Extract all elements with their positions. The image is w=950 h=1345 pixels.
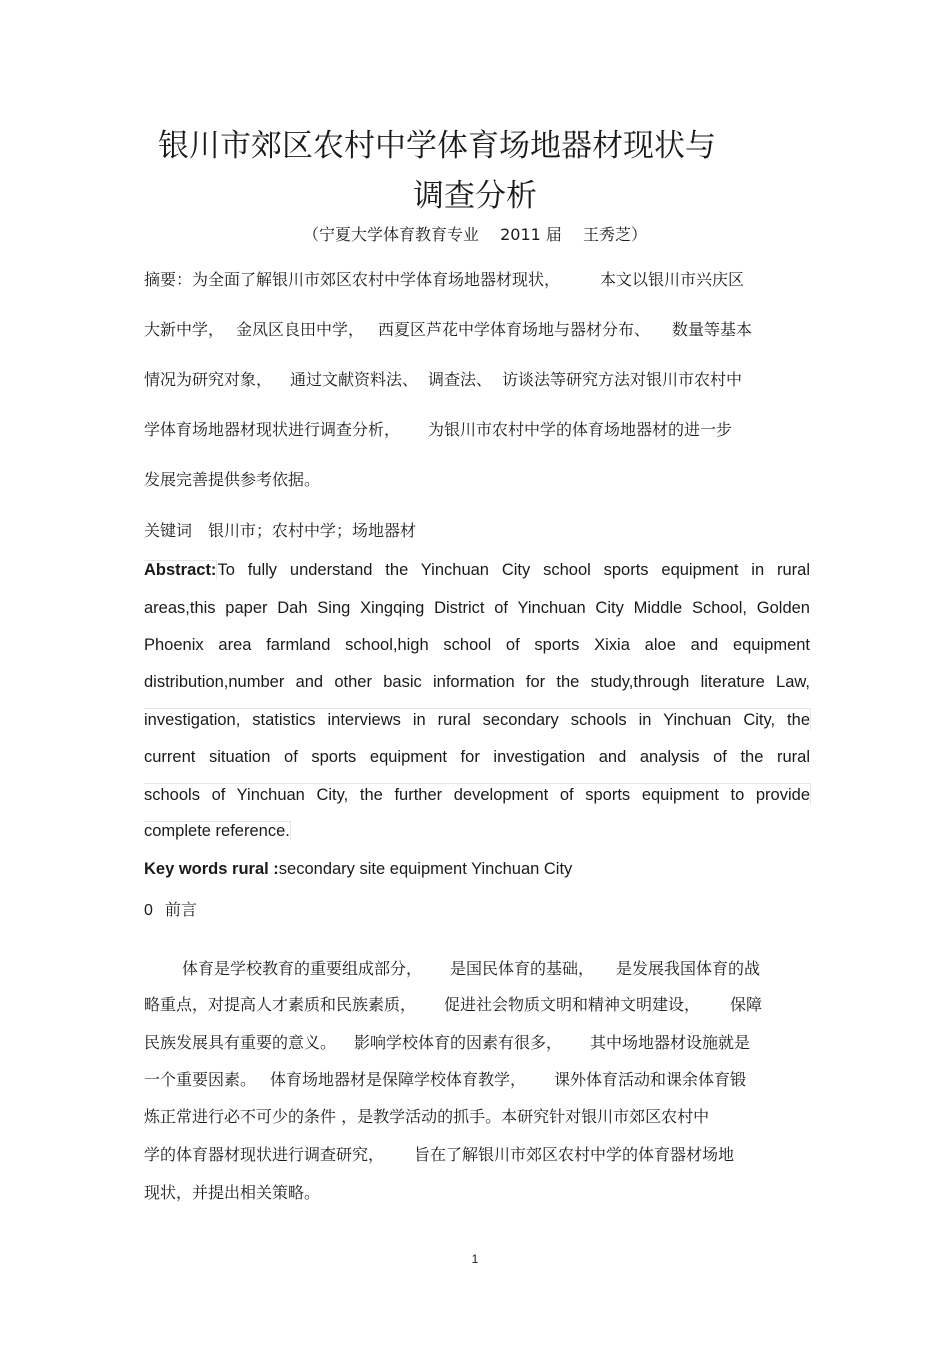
abstract-zh-line-4 [144, 417, 732, 440]
abstract-en-line-7: schools of Yinchuan City, the further development of sports equipment to provide [144, 783, 811, 805]
abstract-en-label: Abstract: [144, 561, 217, 579]
abstract-zh-text: 数量等基本 [672, 320, 753, 339]
author-year: 2011 届 [500, 225, 562, 244]
abstract-zh-line-5: 发展完善提供参考依据。 [144, 470, 321, 489]
intro-text: 体育场地器材是保障学校体育教学， [270, 1070, 527, 1089]
intro-text: 课外体育活动和课余体育锻 [554, 1070, 747, 1089]
intro-line-7: 现状，并提出相关策略。 [144, 1183, 321, 1202]
intro-line-4 [144, 1067, 746, 1090]
abstract-zh-text: 为银川市农村中学的体育场地器材的进一步 [428, 420, 733, 439]
abstract-en-line-2: areas,this paper Dah Sing Xingqing District of Yinchuan City Middle School, Golden [144, 599, 810, 617]
author-line [0, 222, 950, 245]
intro-text: 促进社会物质文明和精神文明建设， [444, 995, 701, 1014]
keywords-zh-value: 银川市；农村中学；场地器材 [208, 521, 417, 540]
intro-text: 略重点，对提高人才素质和民族素质， [144, 995, 417, 1014]
intro-line-2 [144, 992, 762, 1015]
abstract-en-line-1 [144, 561, 810, 580]
author-name: 王秀芝） [583, 225, 648, 244]
intro-text: 学的体育器材现状进行调查研究， [144, 1145, 385, 1164]
abstract-zh-text: 调查法、 [428, 370, 493, 389]
abstract-zh-line-3 [144, 367, 742, 390]
abstract-zh-text: 本文以银川市兴庆区 [600, 270, 745, 289]
abstract-zh-text: 学体育场地器材现状进行调查分析， [144, 420, 401, 439]
abstract-zh-text: 金凤区良田中学， [236, 320, 365, 339]
abstract-en-text: complete reference. [144, 822, 290, 840]
intro-text: 是国民体育的基础， [450, 959, 595, 978]
abstract-en-line-8 [144, 822, 810, 841]
intro-text: 保障 [730, 995, 763, 1014]
intro-line-6 [144, 1142, 734, 1165]
abstract-zh-text: 西夏区芦花中学体育场地与器材分布、 [378, 320, 651, 339]
abstract-en-text: To fully understand the Yinchuan City school sports equipment in rural [217, 561, 810, 579]
abstract-zh-line-2 [144, 317, 752, 340]
section-number: 0 [144, 902, 153, 919]
abstract-zh-text: 大新中学， [144, 320, 225, 339]
intro-line-5: 炼正常进行必不可少的条件 ，是教学活动的抓手。本研究针对银川市郊区农村中 [144, 1107, 710, 1126]
author-affiliation: （宁夏大学体育教育专业 [302, 225, 479, 244]
intro-text: 其中场地器材设施就是 [590, 1033, 751, 1052]
keywords-zh-label: 关键词 [144, 521, 193, 540]
intro-text: 影响学校体育的因素有很多， [354, 1033, 563, 1052]
intro-line-1 [182, 956, 760, 979]
section-title: 前言 [164, 900, 197, 919]
page-number: 1 [471, 1252, 479, 1266]
abstract-en-line-3: Phoenix area farmland school,high school of sports Xixia aloe and equipment [144, 636, 810, 654]
abstract-zh-text: 通过文献资料法、 [290, 370, 419, 389]
keywords-en-value: secondary site equipment Yinchuan City [278, 860, 573, 878]
abstract-zh-text: 访谈法等研究方法对银川市农村中 [502, 370, 743, 389]
abstract-en-line-4: distribution,number and other basic information for the study,through literature Law, [144, 673, 810, 691]
abstract-en-line-6: current situation of sports equipment for investigation and analysis of the rural [144, 748, 810, 766]
paper-title-line-2: 调查分析 [413, 178, 537, 214]
abstract-zh-line-1 [144, 267, 744, 290]
abstract-en-line-5: investigation, statistics interviews in rural secondary schools in Yinchuan City, the [144, 708, 811, 730]
abstract-zh-text: 情况为研究对象， [144, 370, 273, 389]
keywords-en-label: Key words rural : [144, 860, 279, 878]
abstract-zh-text: 摘要：为全面了解银川市郊区农村中学体育场地器材现状， [144, 270, 561, 289]
keywords-en [144, 860, 810, 879]
keywords-zh [144, 518, 416, 541]
intro-line-3 [144, 1030, 750, 1053]
paper-title-line-1: 银川市郊区农村中学体育场地器材现状与 [158, 128, 716, 164]
intro-text: 体育是学校教育的重要组成部分， [182, 959, 423, 978]
section-heading [144, 897, 197, 920]
intro-text: 一个重要因素。 [144, 1070, 257, 1089]
intro-text: 民族发展具有重要的意义。 [144, 1033, 337, 1052]
intro-text: 旨在了解银川市郊区农村中学的体育器材场地 [414, 1145, 735, 1164]
intro-text: 是发展我国体育的战 [616, 959, 761, 978]
